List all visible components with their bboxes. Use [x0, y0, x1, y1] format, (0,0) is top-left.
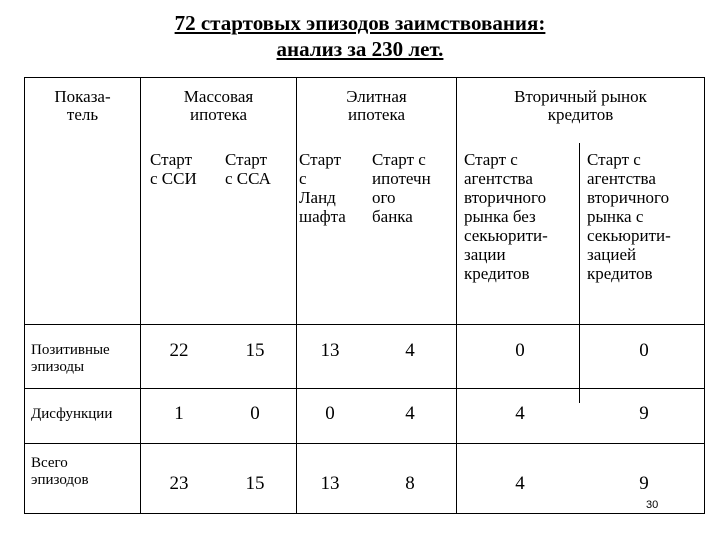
title-line-1: 72 стартовых эпизодов заимствования:: [174, 11, 546, 35]
cell-value: 0: [250, 403, 260, 424]
cell-value: 23: [169, 473, 189, 494]
subheader-start-ssa: Старт с ССА: [225, 150, 271, 188]
subheader-start-agency-no-securitization: Старт с агентства вторичного рынка без секьюрити- зации кредитов: [464, 150, 548, 283]
cell-value: 0: [639, 340, 649, 361]
cell-value: 15: [245, 340, 265, 361]
grid-line: [579, 143, 580, 403]
subheader-start-landschaft: Старт с Ланд шафта: [299, 150, 346, 226]
cell-value: 4: [405, 403, 415, 424]
grid-line: [296, 78, 297, 513]
cell-value: 9: [639, 403, 649, 424]
cell-value: 0: [515, 340, 525, 361]
cell-value: 15: [245, 473, 265, 494]
row-label-total: Всего эпизодов: [31, 455, 89, 488]
cell-value: 13: [320, 473, 340, 494]
subheader-start-mortgage-bank: Старт с ипотечн ого банка: [372, 150, 431, 226]
cell-value: 4: [515, 403, 525, 424]
cell-value: 4: [515, 473, 525, 494]
data-table: [24, 77, 705, 514]
cell-value: 22: [169, 340, 189, 361]
title-line-2: анализ за 230 лет.: [276, 37, 444, 61]
header-indicator: Показа- тель: [54, 87, 111, 124]
cell-value: 1: [174, 403, 184, 424]
cell-value: 4: [405, 340, 415, 361]
row-label-dysfunctions: Дисфункции: [31, 406, 113, 422]
grid-line: [25, 443, 704, 444]
header-mass-mortgage: Массовая ипотека: [183, 87, 254, 124]
grid-line: [25, 388, 704, 389]
grid-line: [456, 78, 457, 513]
slide-title: [0, 10, 720, 62]
page-number: 30: [646, 499, 659, 511]
cell-value: 8: [405, 473, 415, 494]
cell-value: 13: [320, 340, 340, 361]
subheader-start-agency-securitization: Старт с агентства вторичного рынка с секьюрити- зацией кредитов: [587, 150, 671, 283]
cell-value: 0: [325, 403, 335, 424]
header-secondary-market: Вторичный рынок кредитов: [514, 87, 647, 124]
grid-line: [140, 78, 141, 513]
header-elite-mortgage: Элитная ипотека: [346, 87, 407, 124]
grid-line: [25, 324, 704, 325]
cell-value: 9: [639, 473, 649, 494]
subheader-start-ssi: Старт с ССИ: [150, 150, 197, 188]
row-label-positive: Позитивные эпизоды: [31, 342, 110, 375]
